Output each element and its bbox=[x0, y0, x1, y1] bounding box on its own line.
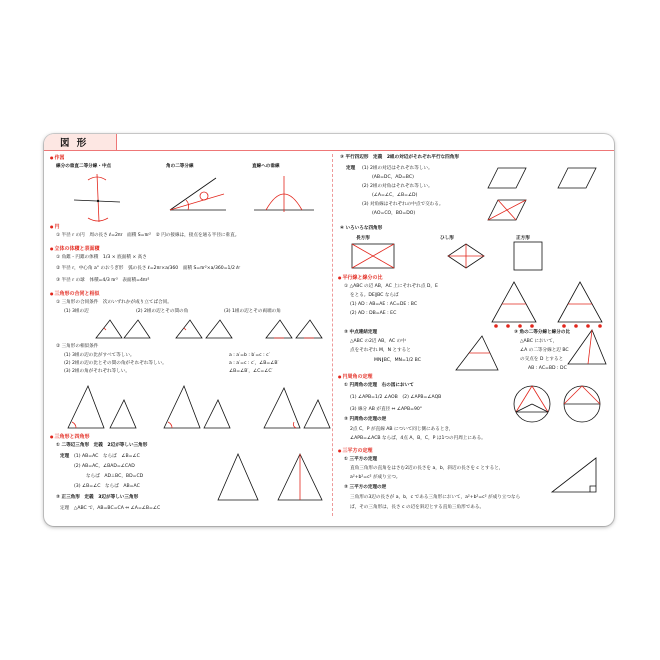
pythagoras-converse-title: ② 三平方の定理の逆 bbox=[344, 485, 387, 490]
pythagoras-line-1: 直角三角形の直角をはさむ2辺の長さを a，b，斜辺の長さを c とすると， bbox=[350, 466, 504, 471]
quad-square-label: 正方形 bbox=[516, 236, 530, 241]
pythagoras-line-2: a²+b²=c² が成り立つ。 bbox=[350, 475, 401, 480]
section-triangles-title: ● 三角形と四角形 bbox=[50, 434, 90, 440]
pythagoras-converse-1: 三角形の3辺の長さが a，b，c である三角形において，a²+b²=c² が成り立つなら bbox=[350, 495, 521, 500]
bisector-ratio-3: の交点を D とすると bbox=[520, 357, 564, 362]
parallelogram-definition: ③ 平行四辺形 定義 2組の対辺がそれぞれ平行な四角形 bbox=[340, 155, 459, 160]
midpoint-theorem-title: ② 中点連結定理 bbox=[344, 330, 378, 335]
similarity-rel-1: a : a′=b : b′=c : c′ bbox=[229, 353, 270, 358]
pythagoras-converse-2: ば，その三角形は，長さ c の辺を斜辺とする直角三角形である。 bbox=[350, 505, 485, 510]
circle-formula: ① 半径 r の円 周の長さ ℓ=2πr 面積 S=πr² ② 円の接線は，接点を通る半径に垂直。 bbox=[56, 233, 240, 238]
quad-rhombus-label: ひし形 bbox=[440, 236, 454, 241]
inscribed-figures bbox=[510, 384, 606, 424]
similarity-rel-2: a : a′=c : c′，∠B=∠B′ bbox=[229, 361, 279, 366]
isosceles-theorem-2: (2) AB=AC，∠BAD=∠CAD bbox=[74, 464, 135, 469]
congruence-cond-2: (2) 2組の辺とその間の角 bbox=[136, 309, 189, 314]
parallel-line-4: (2) AD : DB=AE : EC bbox=[350, 311, 397, 316]
bisector-ratio-4: AB : AC=BD : DC bbox=[528, 366, 567, 371]
perpendicular-figure bbox=[252, 174, 316, 214]
bisector-ratio-title: ③ 角の二等分線と線分の比 bbox=[514, 330, 571, 335]
equilateral-definition: ② 正三角形 定義 3辺が等しい三角形 bbox=[56, 495, 139, 500]
quad-rectangle-label: 長方形 bbox=[356, 236, 370, 241]
inscribed-converse-1: 2点 C，P が直線 AB について同じ側にあるとき， bbox=[350, 427, 454, 432]
inscribed-converse-2: ∠APB=∠ACB ならば，4点 A，B，C，P は1つの円周上にある。 bbox=[350, 436, 486, 441]
section-construction-title: ● 作図 bbox=[50, 155, 65, 161]
bisector-ratio-1: △ABC において， bbox=[520, 339, 558, 344]
isosceles-definition: ① 二等辺三角形 定義 2辺が等しい三角形 bbox=[56, 443, 148, 448]
similarity-cond-3: (3) 2組の角がそれぞれ等しい。 bbox=[64, 369, 131, 374]
isosceles-theorem-label: 定理 bbox=[60, 454, 70, 459]
section-congruence-title: ● 三角形の合同と相似 bbox=[50, 291, 100, 297]
title-tab bbox=[44, 134, 117, 151]
right-triangle-figure bbox=[550, 454, 600, 496]
bisector-ratio-figure bbox=[566, 328, 608, 368]
congruence-figures bbox=[66, 318, 336, 340]
parallelogram-theorem-2b: (∠A=∠C，∠B=∠D) bbox=[372, 193, 418, 198]
bisector-ratio-2: ∠A の二等分線と辺 BC bbox=[520, 348, 569, 353]
inscribed-line-2: (3) 線分 AB が直径 ⇔ ∠APB=90° bbox=[350, 407, 423, 412]
midpoint-figure bbox=[452, 334, 502, 374]
title-text: 図 形 bbox=[60, 138, 89, 149]
solids-line-1: ① 角錐・円錐の体積 1/3 × 底面積 × 高さ bbox=[56, 255, 147, 260]
similarity-title: ② 三角形の相似条件 bbox=[56, 344, 99, 349]
section-circle-title: ● 円 bbox=[50, 224, 60, 230]
inscribed-converse-title: ② 円周角の定理の逆 bbox=[344, 417, 387, 422]
parallelogram-figures bbox=[482, 164, 602, 224]
quadrilateral-figures bbox=[342, 242, 582, 272]
angle-bisector-figure bbox=[166, 174, 230, 214]
isosceles-theorem-2b: ならば AD⊥BC，BD=CD bbox=[86, 474, 144, 479]
parallelogram-theorem-1b: (AB=DC，AD=BC) bbox=[372, 175, 414, 180]
similarity-cond-2: (2) 2組の辺の比とその間の角がそれぞれ等しい。 bbox=[64, 361, 167, 366]
parallel-figures bbox=[488, 278, 608, 328]
isosceles-theorem-1: (1) AB=AC ならば ∠B=∠C bbox=[74, 454, 140, 459]
quadrilaterals-title: ④ いろいろな四角形 bbox=[340, 226, 383, 231]
solids-line-3: ③ 半径 r の球 体積=4/3 πr³ 表面積=4πr² bbox=[56, 278, 150, 283]
congruence-cond-3: (3) 1組の辺とその両端の角 bbox=[224, 309, 281, 314]
label-perp-bisector: 線分の垂直二等分線・中点 bbox=[56, 164, 112, 169]
parallel-line-2: をとる。DE∥BC ならば bbox=[350, 293, 399, 298]
isosceles-theorem-3: (3) ∠B=∠C ならば AB=AC bbox=[74, 484, 140, 489]
parallelogram-theorem-2: (2) 2組の対角はそれぞれ等しい。 bbox=[362, 184, 433, 189]
parallelogram-theorem-label: 定理 bbox=[346, 166, 356, 171]
inscribed-theorem-title: ① 円周角の定理 右の図において bbox=[344, 383, 414, 388]
solids-line-2: ② 半径 r，中心角 a° のおうぎ形 弧の長さ ℓ=2πr×a/360 面積 S=πr²×a/360=1/2 ℓr bbox=[56, 266, 241, 271]
midpoint-line-2: 点をそれぞれ M，N とすると bbox=[350, 348, 411, 353]
midpoint-line-3: MN∥BC，MN=1/2 BC bbox=[374, 358, 421, 363]
parallel-line-1: ① △ABC の辺 AB，AC 上にそれぞれ点 D，E bbox=[344, 284, 438, 289]
midpoint-line-1: △ABC の2辺 AB，AC の中 bbox=[350, 339, 406, 344]
inscribed-line-1: (1) ∠APB=1/2 ∠AOB (2) ∠APB=∠AQB bbox=[350, 395, 442, 400]
label-perpendicular: 直線への垂線 bbox=[252, 164, 280, 169]
isosceles-figures bbox=[214, 450, 330, 502]
congruence-intro: ① 三角形の合同条件 次のいずれかが成り立てば合同。 bbox=[56, 300, 172, 305]
formula-card bbox=[44, 134, 614, 526]
parallel-line-3: (1) AD : AB=AE : AC=DE : BC bbox=[350, 302, 418, 307]
label-angle-bisector: 角の二等分線 bbox=[166, 164, 194, 169]
section-inscribed-title: ● 円周角の定理 bbox=[338, 374, 373, 380]
parallelogram-theorem-3: (3) 対角線はそれぞれの中点で交わる。 bbox=[362, 202, 444, 207]
perp-bisector-figure bbox=[68, 172, 128, 224]
congruence-cond-1: (1) 3組の辺 bbox=[64, 309, 89, 314]
pythagoras-title: ① 三平方の定理 bbox=[344, 457, 378, 462]
parallelogram-theorem-1: (1) 2組の対辺はそれぞれ等しい。 bbox=[362, 166, 433, 171]
similarity-figures bbox=[64, 380, 334, 432]
section-parallel-title: ● 平行線と線分の比 bbox=[338, 275, 383, 281]
title-rule bbox=[44, 150, 614, 151]
section-solids-title: ● 立体の体積と表面積 bbox=[50, 246, 100, 252]
section-pythagoras-title: ● 三平方の定理 bbox=[338, 448, 373, 454]
similarity-rel-3: ∠B=∠B′，∠C=∠C′ bbox=[229, 369, 273, 374]
parallelogram-theorem-3b: (AO=CO，BO=DO) bbox=[372, 211, 416, 216]
equilateral-theorem: 定理 △ABC で，AB=BC=CA ⇔ ∠A=∠B=∠C bbox=[60, 506, 161, 511]
similarity-cond-1: (1) 3組の辺の比がすべて等しい。 bbox=[64, 353, 135, 358]
